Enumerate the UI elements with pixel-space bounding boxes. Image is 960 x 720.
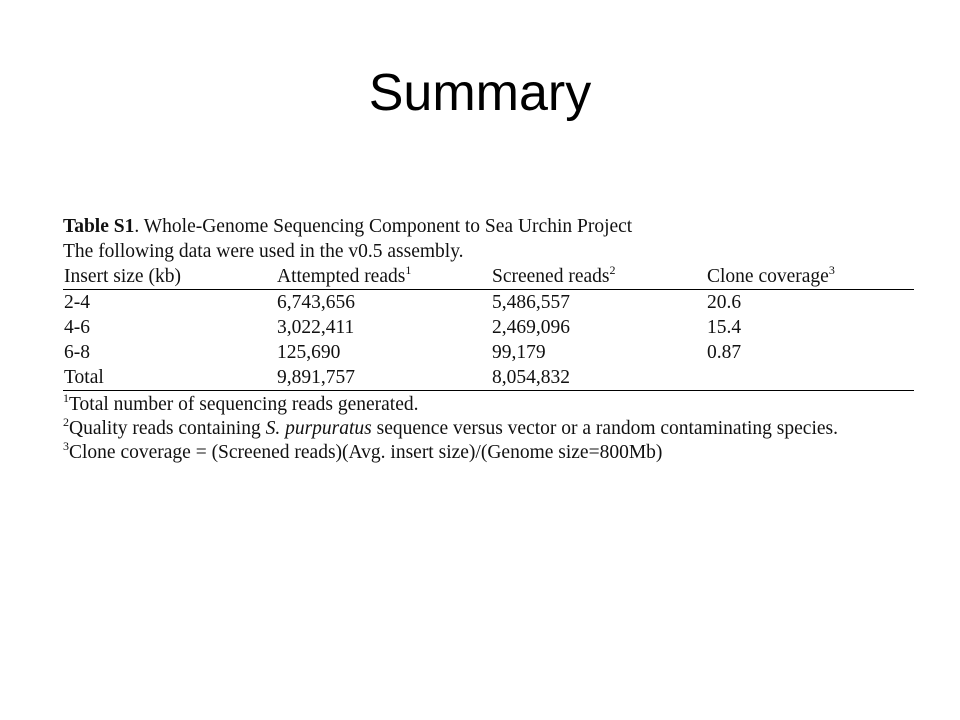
table-row <box>63 290 914 316</box>
table-cell: 3,022,411 <box>277 317 355 338</box>
table-cell: 6-8 <box>64 342 90 363</box>
sequencing-table <box>63 264 914 391</box>
table-cell: 2-4 <box>64 292 90 313</box>
table-cell <box>706 365 914 391</box>
slide-title: Summary <box>368 64 592 122</box>
table-row-total <box>63 365 914 391</box>
table-cell: 125,690 <box>277 342 341 363</box>
column-header-screened-reads: Screened reads$^2$ <box>491 264 706 290</box>
table-cell: 4-6 <box>64 317 90 338</box>
species-name: S. purpuratus <box>265 418 372 439</box>
table-cell: 8,054,832 <box>491 365 706 391</box>
footnote-2: $^2$Quality reads containing S. purpuratus sequence versus vector or a random contaminating species. <box>63 415 838 439</box>
table-figure <box>63 214 915 465</box>
table-cell: 5,486,557 <box>492 292 570 313</box>
table-header-row <box>63 264 914 290</box>
footnote-1: $^1$Total number of sequencing reads generated. <box>63 391 419 415</box>
table-row <box>63 315 914 340</box>
table-row <box>63 340 914 365</box>
table-cell: 99,179 <box>492 342 546 363</box>
table-cell: 15.4 <box>707 317 742 338</box>
table-caption-label: Table S1 <box>63 216 135 237</box>
table-cell: 20.6 <box>707 292 742 313</box>
table-cell: 9,891,757 <box>276 365 491 391</box>
column-header-insert-size: Insert size (kb) <box>63 264 276 290</box>
table-cell: 2,469,096 <box>492 317 570 338</box>
table-caption-title: . Whole-Genome Sequencing Component to Sea Urchin Project <box>134 216 633 237</box>
footnote-3: $^3$Clone coverage = (Screened reads)(Avg. insert size)/(Genome size=800Mb) <box>63 439 663 463</box>
table-cell: Total <box>63 365 276 391</box>
table-caption <box>63 214 915 239</box>
column-header-attempted-reads: Attempted reads$^1$ <box>276 264 491 290</box>
column-header-clone-coverage: Clone coverage$^3$ <box>706 264 914 290</box>
table-cell: 6,743,656 <box>277 292 355 313</box>
table-cell: 0.87 <box>707 342 742 363</box>
table-caption-subtitle: The following data were used in the v0.5 assembly. <box>63 241 464 262</box>
table-footnotes <box>63 393 915 465</box>
